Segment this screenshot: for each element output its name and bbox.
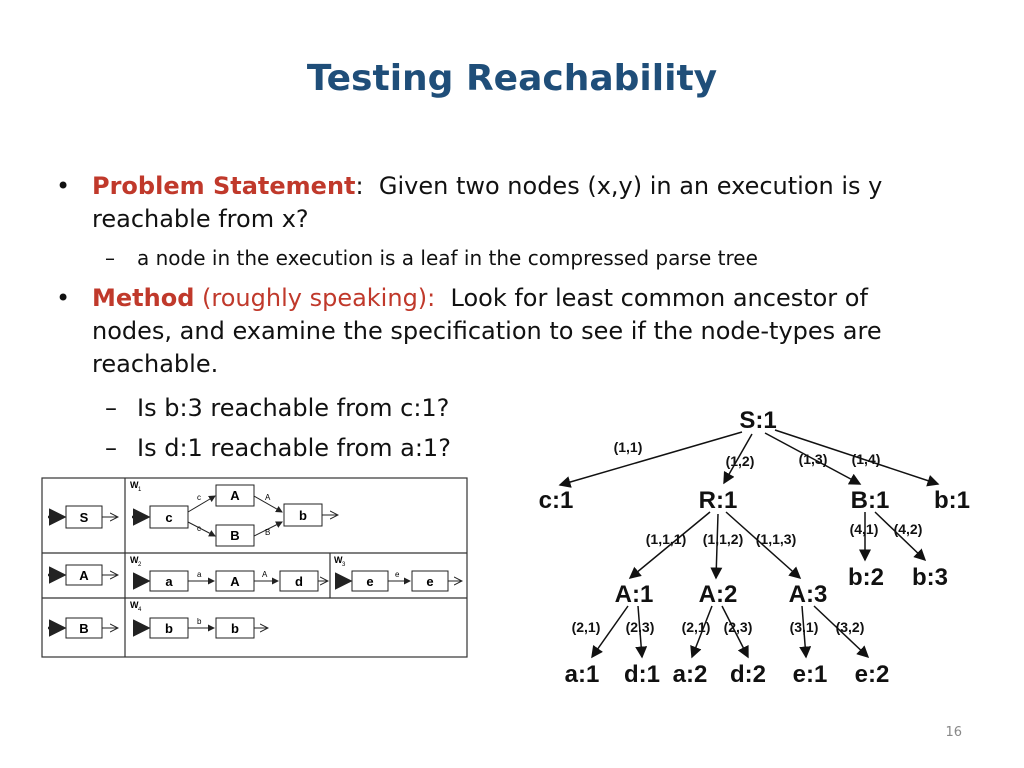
bullet-method [56, 282, 982, 381]
w2-a-node: a [165, 574, 173, 589]
w2-d-node: d [295, 574, 303, 589]
w4-edge-b: b [197, 617, 202, 626]
edge-label-a2-2-3: (2,3) [723, 619, 753, 635]
tree-node-a3: A:3 [788, 581, 828, 608]
w3-e-node-2: e [426, 574, 434, 589]
problem-statement-text-2: reachable from x? [92, 205, 309, 233]
problem-statement-colon: : [355, 172, 364, 200]
w1-edge-c-down: c [197, 524, 201, 533]
edge-label-a2-2-1: (2,1) [681, 619, 711, 635]
edge-label-1-1-1: (1,1,1) [645, 531, 687, 547]
w4-label: W [130, 600, 139, 610]
method-text-2: nodes, and examine the specification to see if the node-types are [92, 317, 882, 345]
w2-edge-big-a: A [262, 570, 268, 579]
tree-node-r1: R:1 [698, 487, 738, 514]
edge-label-1-1: (1,1) [613, 439, 643, 455]
w2-edge-a: a [197, 570, 202, 579]
method-text: Look for least common ancestor of [450, 284, 868, 312]
spec-s-node: S [79, 510, 89, 525]
dash-glyph: – [105, 434, 117, 462]
w1-subscript: 1 [138, 487, 142, 493]
method-text-3: reachable. [92, 350, 219, 378]
bullet-dot: • [56, 172, 71, 200]
sub-bullet-leaf [105, 243, 957, 273]
dash-glyph: – [105, 246, 115, 270]
w1-a-node: A [230, 488, 240, 503]
tree-node-b2: b:2 [848, 564, 884, 591]
tree-node-a1: A:1 [614, 581, 654, 608]
tree-node-b1: B:1 [850, 487, 890, 514]
sub-bullet-question-2 [105, 428, 451, 468]
edge-label-a1-2-1: (2,1) [571, 619, 601, 635]
w4-b-node-2: b [231, 621, 239, 636]
dash-glyph: – [105, 394, 117, 422]
tree-leaf-a1: a:1 [564, 661, 600, 688]
edge-label-4-2: (4,2) [893, 521, 923, 537]
tree-leaf-a2: a:2 [672, 661, 708, 688]
w2-subscript: 2 [138, 562, 142, 568]
slide-title: Testing Reachability [306, 58, 718, 99]
problem-statement-text: Given two nodes (x,y) in an execution is y [378, 172, 883, 200]
edge-label-1-3: (1,3) [798, 451, 828, 467]
w1-c-node: c [165, 510, 173, 525]
edge-label-1-4: (1,4) [851, 451, 881, 467]
edge-label-1-1-3: (1,1,3) [755, 531, 797, 547]
method-qualifier: (roughly speaking): [202, 284, 436, 312]
problem-statement-label: Problem Statement [92, 172, 356, 200]
sub-bullet-question-1 [105, 388, 450, 428]
tree-node-b1-leaf: b:1 [934, 487, 970, 514]
bullet-dot: • [56, 284, 71, 312]
w4-subscript: 4 [138, 607, 142, 613]
tree-leaf-e2: e:2 [854, 661, 890, 688]
tree-node-root: S:1 [739, 407, 777, 434]
w3-label: W [334, 555, 343, 565]
edge-label-4-1: (4,1) [849, 521, 879, 537]
edge-label-a3-3-1: (3,1) [789, 619, 819, 635]
parse-tree-diagram [520, 400, 980, 700]
method-label: Method [92, 284, 195, 312]
edge-label-1-2: (1,2) [725, 453, 755, 469]
tree-leaf-d1: d:1 [624, 661, 660, 688]
w2-label: W [130, 555, 139, 565]
edge-label-1-1-2: (1,1,2) [702, 531, 744, 547]
question-1-text: Is b:3 reachable from c:1? [137, 394, 450, 422]
w2-big-a-node: A [230, 574, 240, 589]
w1-edge-b: B [265, 528, 271, 537]
tree-node-a2: A:2 [698, 581, 738, 608]
w1-edge-a: A [265, 493, 271, 502]
tree-leaf-d2: d:2 [730, 661, 766, 688]
spec-b-node: B [79, 621, 89, 636]
tree-node-b3: b:3 [912, 564, 948, 591]
w1-b-node: B [230, 528, 240, 543]
question-2-text: Is d:1 reachable from a:1? [137, 434, 451, 462]
w1-edge-c-up: c [197, 493, 201, 502]
w3-subscript: 3 [342, 562, 346, 568]
bullet-problem-statement [56, 170, 972, 236]
sub-bullet-leaf-text: a node in the execution is a leaf in the compressed parse tree [137, 246, 758, 270]
tree-leaf-e1: e:1 [792, 661, 828, 688]
w3-edge-e: e [395, 570, 400, 579]
page-number: 16 [945, 725, 962, 740]
edge-label-a1-2-3: (2,3) [625, 619, 655, 635]
w4-b-node-1: b [165, 621, 173, 636]
w3-e-node-1: e [366, 574, 374, 589]
w1-label: W [130, 480, 139, 490]
tree-node-c1: c:1 [538, 487, 574, 514]
spec-a-node: A [79, 568, 89, 583]
specification-diagram [40, 476, 472, 660]
edge-label-a3-3-2: (3,2) [835, 619, 865, 635]
w1-b-small-node: b [299, 508, 307, 523]
